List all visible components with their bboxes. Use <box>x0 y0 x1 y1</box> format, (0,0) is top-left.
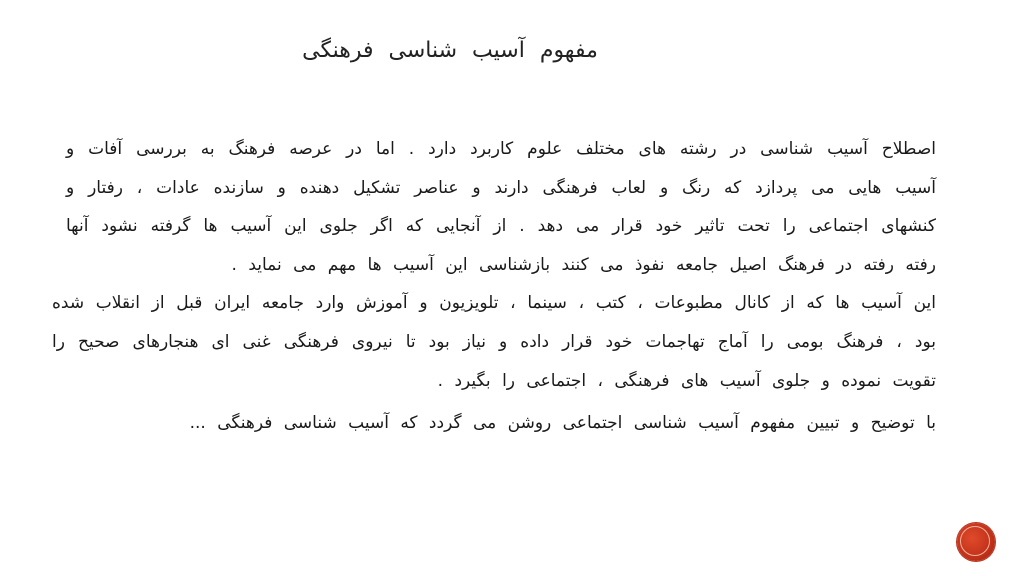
slide-body-text <box>52 130 936 443</box>
paragraph-explanation: با توضیح و تبیین مفهوم آسیب شناسی اجتماعی روشن می گردد که آسیب شناسی فرهنگی ... <box>189 413 936 434</box>
badge-ring <box>960 526 990 556</box>
slide-number-badge <box>957 523 995 561</box>
paragraph-definition: اصطلاح آسیب شناسی در رشته های مختلف علوم کاربرد دارد . اما در عرصه فرهنگ به بررسی آفات و آسیب هایی می پردازد که رنگ و لعاب فرهنگی دارند و عناصر تشکیل دهنده و سازنده عادات ، رفتار و کنشهای اجتماعی را تحت تاثیر خود قرار می دهد . از آنجایی که اگر جلوی این آسیب ها گرفته نشود آنها رفته رفته در فرهنگ اصیل جامعه نفوذ می کنند بازشناسی این آسیب ها مهم می نماید . <box>66 139 936 275</box>
slide-title: مفهوم آسیب شناسی فرهنگی <box>302 38 598 63</box>
paragraph-historical-context: این آسیب ها که از کانال مطبوعات ، کتب ، سینما ، تلویزیون و آموزش وارد جامعه ایران قبل از انقلاب شده بود ، فرهنگ بومی را آماج تهاجمات خود قرار داده و نیاز بود تا نیروی فرهنگی غنی ای هنجارهای صحیح را تقویت نموده و جلوی آسیب های فرهنگی ، اجتماعی را بگیرد . <box>52 293 936 391</box>
